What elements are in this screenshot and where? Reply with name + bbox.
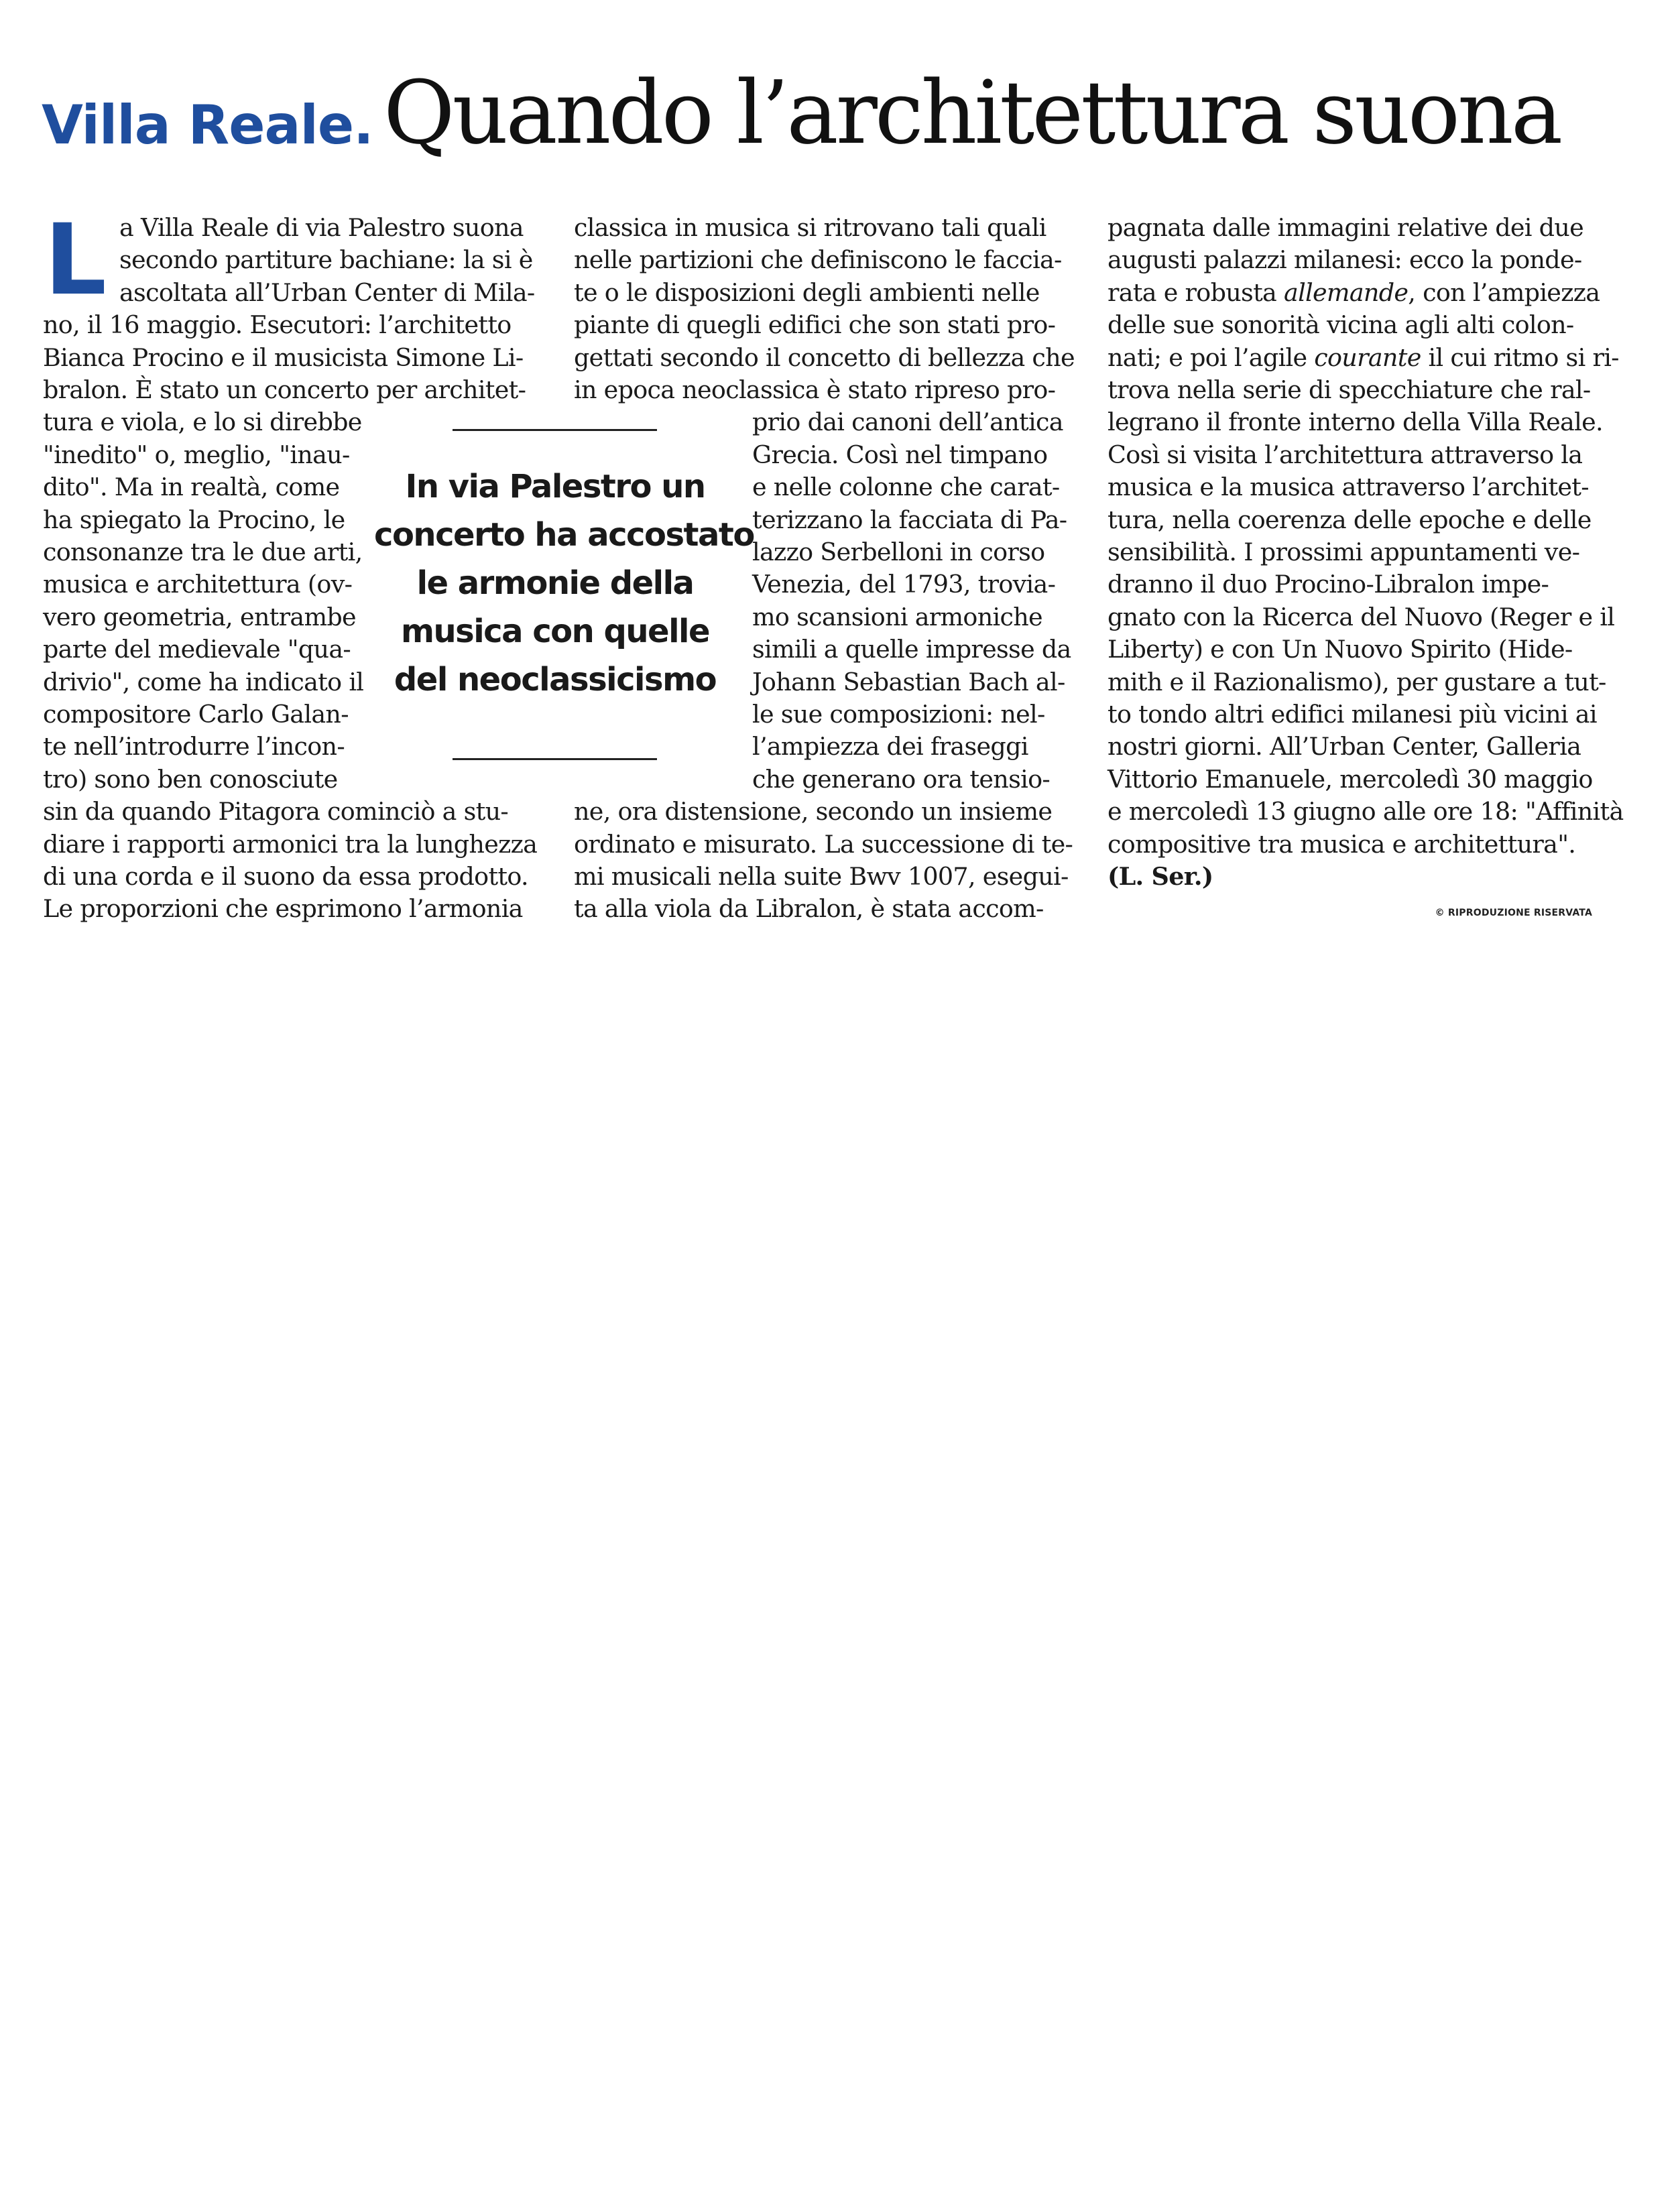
body-text-line: rata e robusta allemande, con l’ampiezza [1108, 278, 1600, 307]
body-text-line: trova nella serie di specchiature che ral- [1108, 375, 1591, 404]
body-text-line: "inedito" o, meglio, "inau- [43, 440, 350, 469]
article-byline: (L. Ser.) [1108, 862, 1213, 891]
body-text-line: mi musicali nella suite Bwv 1007, esegui- [574, 862, 1069, 891]
body-text-line: l’ampiezza dei fraseggi [752, 732, 1028, 761]
drop-cap: L [44, 203, 107, 317]
body-text-line: legrano il fronte interno della Villa Reale. [1108, 408, 1603, 437]
body-text-line: mo scansioni armoniche [752, 602, 1042, 631]
body-text-line: nostri giorni. All’Urban Center, Galleria [1108, 732, 1581, 761]
body-text-line: gnato con la Ricerca del Nuovo (Reger e il [1108, 602, 1615, 631]
body-text-line: compositive tra musica e architettura". [1108, 829, 1576, 859]
copyright-credit: © RIPRODUZIONE RISERVATA [1435, 908, 1592, 918]
body-text-line: tro) sono ben conosciute [43, 764, 338, 794]
body-text-line: Bianca Procino e il musicista Simone Li- [43, 343, 524, 372]
body-text-line: secondo partiture bachiane: la si è [119, 245, 533, 275]
body-text-line: to tondo altri edifici milanesi più vicini ai [1108, 700, 1597, 729]
body-text-line: musica e architettura (ov- [43, 570, 353, 599]
headline-kicker: Villa Reale. [42, 94, 373, 156]
body-text-line: Le proporzioni che esprimono l’armonia [43, 894, 523, 924]
pullquote [374, 463, 754, 717]
body-text-line: Così si visita l’architettura attraverso la [1108, 440, 1583, 469]
body-text-line: musica e la musica attraverso l’architet- [1108, 473, 1589, 502]
body-text-line: te nell’introdurre l’incon- [43, 732, 345, 761]
body-text-line: e nelle colonne che carat- [752, 473, 1060, 502]
body-text-line: no, il 16 maggio. Esecutori: l’architetto [43, 310, 512, 340]
body-text-line: pagnata dalle immagini relative dei due [1108, 213, 1584, 242]
body-text-line: lazzo Serbelloni in corso [752, 538, 1045, 566]
body-text-line: vero geometria, entrambe [43, 602, 356, 631]
body-text-line: classica in musica si ritrovano tali quali [574, 213, 1046, 242]
body-text-line: prio dai canoni dell’antica [752, 408, 1063, 437]
body-text-line: gettati secondo il concetto di bellezza che [574, 343, 1075, 372]
body-text-line: simili a quelle impresse da [752, 635, 1071, 664]
body-text-line: le sue composizioni: nel- [752, 700, 1045, 729]
pullquote-line: le armonie della [416, 564, 694, 602]
body-text-line: che generano ora tensio- [752, 764, 1050, 794]
pullquote-line: concerto ha accostato [374, 516, 754, 554]
body-text-line: e mercoledì 13 giugno alle ore 18: "Affinità [1108, 797, 1624, 826]
body-text-line: te o le disposizioni degli ambienti nelle [574, 278, 1040, 307]
body-text-line: ordinato e misurato. La successione di te- [574, 829, 1073, 859]
body-text-line: sin da quando Pitagora cominciò a stu- [43, 797, 509, 826]
body-text-line: bralon. È stato un concerto per architet- [43, 375, 526, 404]
pullquote-bottom-rule [453, 758, 657, 760]
body-text-line: diare i rapporti armonici tra la lunghezza [43, 829, 538, 859]
body-text-line: Johann Sebastian Bach al- [752, 667, 1065, 696]
body-text-line: augusti palazzi milanesi: ecco la ponde- [1108, 245, 1582, 275]
article-headline [42, 62, 1583, 176]
body-text-line: ne, ora distensione, secondo un insieme [574, 797, 1053, 826]
body-text-line: ha spiegato la Procino, le [43, 505, 345, 534]
body-text-line: dito". Ma in realtà, come [43, 473, 340, 502]
body-text-line: drivio", come ha indicato il [43, 667, 364, 696]
body-text-line: Vittorio Emanuele, mercoledì 30 maggio [1108, 764, 1593, 794]
body-text-line: piante di quegli edifici che son stati pro- [574, 310, 1056, 340]
body-text-line: nati; e poi l’agile courante il cui ritmo si ri- [1108, 343, 1619, 372]
pullquote-line: In via Palestro un [405, 468, 705, 505]
body-text-line: mith e il Razionalismo), per gustare a tut- [1108, 667, 1606, 696]
body-text-line: dranno il duo Procino-Libralon impe- [1108, 570, 1549, 599]
body-text-line: compositore Carlo Galan- [43, 700, 349, 729]
body-text-line: Liberty) e con Un Nuovo Spirito (Hide- [1108, 635, 1573, 664]
pullquote-line: musica con quelle [400, 613, 710, 650]
body-text-line: Venezia, del 1793, trovia- [752, 570, 1056, 599]
body-text-line: di una corda e il suono da essa prodotto. [43, 862, 528, 891]
body-text-line: sensibilità. I prossimi appuntamenti ve- [1108, 538, 1580, 566]
body-text-line: consonanze tra le due arti, [43, 538, 363, 566]
body-text-line: nelle partizioni che definiscono le faccia- [574, 245, 1062, 275]
body-text-line: tura, nella coerenza delle epoche e delle [1108, 505, 1592, 534]
body-text-line: in epoca neoclassica è stato ripreso pro- [574, 375, 1056, 404]
headline-title: Quando l’architettura suona [383, 62, 1561, 164]
body-text-line: ta alla viola da Libralon, è stata accom- [574, 894, 1044, 924]
body-text-line: tura e viola, e lo si direbbe [43, 408, 362, 437]
body-text-line: delle sue sonorità vicina agli alti colon- [1108, 310, 1574, 340]
body-text-line: a Villa Reale di via Palestro suona [119, 213, 524, 242]
body-text-line: Grecia. Così nel timpano [752, 440, 1048, 469]
body-text-line: terizzano la facciata di Pa- [752, 505, 1067, 534]
pullquote-line: del neoclassicismo [394, 661, 717, 698]
body-text-line: parte del medievale "qua- [43, 635, 351, 664]
body-text-line: ascoltata all’Urban Center di Mila- [119, 278, 535, 307]
pullquote-top-rule [453, 429, 657, 431]
